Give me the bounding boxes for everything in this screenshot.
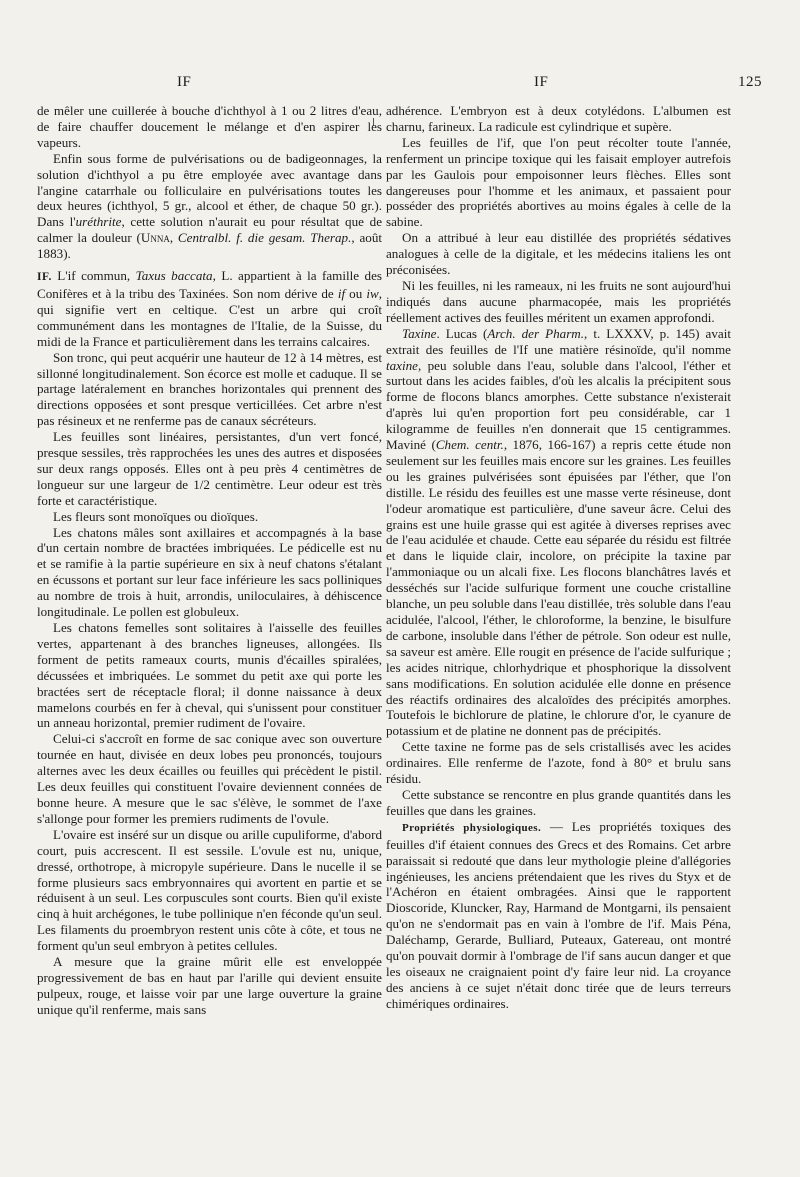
paragraph: adhérence. L'embryon est à deux cotylédons. L'albumen est charnu, farineux. La radicule est cylindrique et supère. (386, 103, 731, 134)
left-column (37, 103, 382, 1018)
paragraph: Propriétés physiologiques. — Les propriétés toxiques des feuilles d'if étaient connues des Grecs et des Romains. Cet arbre paraissait si redouté que dans leur mythologie pleine d'allégories ingénieuses, les anciens prétendaient que les rives du Styx et de l'Achéron en étaient ombragées. Ainsi que le rapportent Dioscoride, Kluncker, Ray, Harmand de Montgarni, ils pensaient qu'on ne s'endormait pas en vain à l'ombre de l'if. Mais Péna, Daléchamp, Gerarde, Bulliard, Puteaux, Gatereau, ont montré qu'on pouvait dormir à l'ombrage de l'if sans aucun danger et que les oiseaux ne craignaient point d'y faire leur nid. La croyance des anciens à ce sujet n'était donc tirée que de leurs terreurs chimériques ordinaires. (386, 818, 732, 1011)
page-number: 125 (738, 74, 762, 90)
paragraph: Les feuilles de l'if, que l'on peut récolter toute l'année, renferment un principe toxique qui les faisait employer autrefois par les Gaulois pour empoisonner leurs flèches. Elles sont dangereuses pour l'homme et les animaux, et passaient pour posséder des propriétés abortives au moins égales à celle de la sabine. (386, 134, 731, 230)
paragraph: Les feuilles sont linéaires, persistantes, d'un vert foncé, presque sessiles, très rapprochées les unes des autres et disposées sur deux rangs opposés. Elles ont à peu près 4 centimètres de longueur sur une largeur de 1/2 centimètre. Leur odeur est très forte et caractéristique. (37, 429, 382, 508)
paragraph: A mesure que la graine mûrit elle est enveloppée progressivement de bas en haut par l'arille qui devient ensuite pulpeux, rouge, et laisse voir par une large ouverture la graine unique qu'il renferme, mais sans (37, 954, 382, 1017)
paragraph: Les fleurs sont monoïques ou dioïques. (53, 508, 259, 524)
paragraph: Taxine. Lucas (Arch. der Pharm., t. LXXXV, p. 145) avait extrait des feuilles de l'If une matière résinoïde, qu'il nomme taxine, peu soluble dans l'eau, soluble dans l'alcool, l'éther et surtout dans les acides faibles, d'où les alcalis la précipitent sous forme de flocons blancs amorphes. Cette substance n'existerait d'après lui qu'en proportion fort peu considérable, car 1 kilogramme de feuilles n'en donnerait que 15 centigrammes. Maviné (Chem. centr., 1876, 166-167) a repris cette étude non seulement sur les feuilles mais encore sur les graines. Les feuilles ou les graines pulvérisées sont épuisées par l'éther, que l'on distille. Le résidu des feuilles est une masse verte résineuse, dont l'odeur aromatique est particulière, d'une saveur âcre. Celui des grains est une huile grasse qui est agitée à diverses reprises avec de l'eau acidulée et chaude. Cette eau séparée du résidu est filtrée et dans le liquide clair, incolore, on précipite la taxine par l'ammoniaque ou un alcali fixe. Les flocons blanchâtres lavés et desséchés sur l'acide sulfurique forment une couche cristalline blanche, un peu soluble dans l'eau distillée, très soluble dans l'eau acidulée, l'alcool, l'éther, le chloroforme, la benzine, le bisulfure de carbone, insoluble dans l'éther de pétrole. Son odeur est nulle, sa saveur est amère. Elle rougit en présence de l'acide sulfurique ; les acides nitrique, chlorhydrique et phosphorique la dissolvent sans modifications. En solution acidulée elle donne en présence des réactifs ordinaires des alcaloïdes des précipités amorphes. Toutefois le bichlorure de platine, le chlorure d'or, le cyanure de potassium et de platine ne donnent pas de précipités. (386, 325, 731, 739)
paragraph: de mêler une cuillerée à bouche d'ichthyol à 1 ou 2 litres d'eau, de faire chauffer doucement le mélange et d'en aspirer les vapeurs. (37, 103, 382, 150)
right-column (386, 103, 731, 1012)
center-running-head: IF (534, 74, 549, 90)
paragraph: Enfin sous forme de pulvérisations ou de badigeonnages, la solution d'ichthyol a pu être employée avec avantage dans l'angine catarrhale ou folliculaire en pulvérisations toutes les deux heures (ichthyol, 5 gr., alcool et éther, de chaque 50 gr.). Dans l'uréthrite, cette solution n'aurait eu pour résultat que de calmer la douleur (Unna, Centralbl. f. die gesam. Therap., août 1883). (37, 150, 383, 262)
paragraph: Cette taxine ne forme pas de sels cristallisés avec les acides ordinaires. Elle renferme de l'azote, fond à 80° et brulu sans résidu. (386, 739, 731, 787)
paragraph: On a attribué à leur eau distillée des propriétés sédatives analogues à celle de la digitale, et les médecins italiens les ont préconisées. (386, 230, 731, 278)
entry-headword: IF. (37, 271, 52, 284)
paragraph: Les chatons femelles sont solitaires à l'aisselle des feuilles vertes, appartenant à des branches ligneuses, allongées. Ils forment de petits rameaux courts, munis d'écailles spiralées, décussées et imbriquées. Le sommet du petit axe qui porte les bractées sert de réceptacle floral; il donne naissance à deux mamelons courbés en fer à cheval, qui s'unissent pour constituer un anneau horizontal, premier rudiment de l'ovaire. (37, 620, 382, 731)
paragraph: Cette substance se rencontre en plus grande quantités dans les feuilles que dans les graines. (386, 786, 731, 818)
paragraph: L'ovaire est inséré sur un disque ou arille cupuliforme, d'abord court, puis accrescent. Il est sessile. L'ovule est nu, unique, dressé, orthotrope, à micropyle supérieure. Dans le nucelle il se forme plusieurs sacs embryonnaires qui avortent en partie et se réduisent à un seul. Les corpuscules sont courts. Bien qu'il existe cinq à huit archégones, le tube pollinique n'en féconde qu'un seul. Les filaments du proembryon restent unis côte à côte, et tous ne forment qu'un seul embryon à petites cellules. (37, 826, 382, 954)
paragraph: Les chatons mâles sont axillaires et accompagnés à la base d'un certain nombre de bractées imbriquées. Le pédicelle est nu et se ramifie à la partie supérieure en six à neuf chatons s'étalant en écussons et portant sur leur face inférieure les sacs polliniques au nombre de trois à huit, arrondis, uniloculaires, à déhiscence longitudinale. Le pollen est globuleux. (37, 524, 382, 620)
paragraph: Son tronc, qui peut acquérir une hauteur de 12 à 14 mètres, est sillonné longitudinalement. Son écorce est molle et caduque. Il se partage latéralement en branches horizontales qui prennent des directions opposées et sont presque verticillées. Cet arbre n'est pas résineux et ne renferme pas de canaux sécréteurs. (37, 349, 382, 429)
paragraph: Ni les feuilles, ni les rameaux, ni les fruits ne sont aujourd'hui indiqués dans aucune pharmacopée, mais les propriétés réellement actives des feuilles méritent un examen approfondi. (386, 277, 731, 325)
entry-paragraph: IF. L'if commun, Taxus baccata, L. appartient à la famille des Conifères et à la tribu des Taxinées. Son nom dérive de if ou iw, qui signifie vert en celtique. C'est un arbre qui croît communément dans les montagnes de l'Italie, de la Suisse, du midi de la France et particulièrement dans les terrains calcaires. (37, 268, 383, 349)
left-running-head: IF (177, 74, 192, 90)
section-subheading: Propriétés physiologiques. (402, 821, 542, 834)
paragraph: Celui-ci s'accroît en forme de sac conique avec son ouverture tournée en haut, divisée en deux lobes peu prononcés, toujours alternes avec les deux écailles ou feuilles qui précèdent le pistil. Les deux feuilles qui constituent l'ovaire deviennent connées de bonne heure. A mesure que le sac s'élève, le sommet de l'axe s'allonge pour former les premiers rudiments de l'ovule. (37, 731, 382, 826)
